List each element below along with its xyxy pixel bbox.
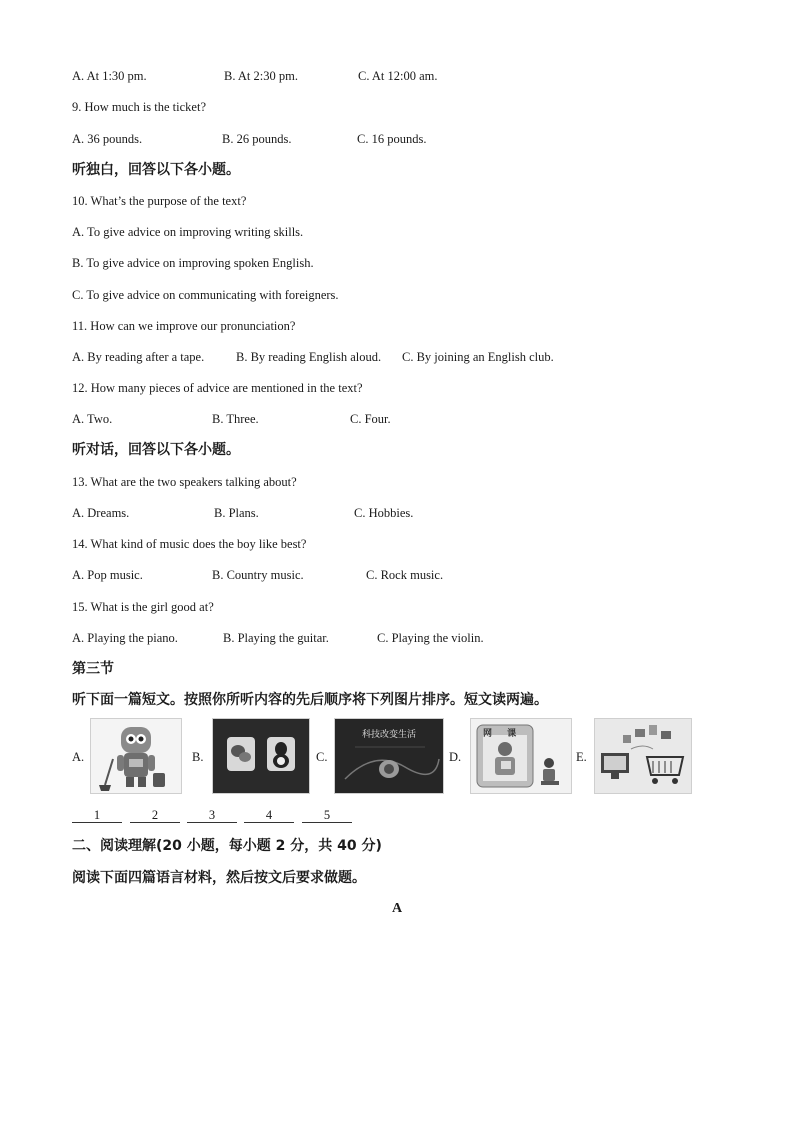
q8-option-a: A. At 1:30 pm. — [72, 69, 147, 83]
q12-text: 12. How many pieces of advice are mentioned in the text? — [72, 381, 363, 395]
q11-option-b: B. By reading English aloud. — [236, 350, 382, 364]
q9-text: 9. How much is the ticket? — [72, 100, 206, 114]
q13-option-b: B. Plans. — [214, 506, 259, 520]
passage-letter: A — [391, 901, 403, 916]
answer-blank-2[interactable]: 2 — [130, 808, 180, 823]
picture-row — [72, 718, 692, 798]
q11-text: 11. How can we improve our pronunciation? — [72, 319, 296, 333]
answer-blank-4[interactable]: 4 — [244, 808, 294, 823]
picture-d-sign: 网 课 — [483, 729, 523, 739]
q14-option-a: A. Pop music. — [72, 568, 143, 582]
picture-c-tech-poster — [334, 718, 444, 794]
q13-text: 13. What are the two speakers talking about? — [72, 475, 297, 489]
q15-option-a: A. Playing the piano. — [72, 631, 178, 645]
q14-text: 14. What kind of music does the boy like best? — [72, 537, 307, 551]
q11-option-a: A. By reading after a tape. — [72, 350, 205, 364]
q12-option-b: B. Three. — [212, 412, 259, 426]
q15-option-c: C. Playing the violin. — [377, 631, 484, 645]
section-dialogue-heading: 听对话，回答以下各小题。 — [72, 442, 240, 458]
picture-label-a: A. — [72, 750, 85, 764]
q10-text: 10. What’s the purpose of the text? — [72, 194, 247, 208]
picture-label-b: B. — [192, 750, 204, 764]
part2-title: 二、阅读理解(20 小题，每小题 2 分，共 40 分) — [72, 838, 382, 854]
picture-c-caption: 科技改变生活 — [361, 730, 416, 740]
q10-option-a: A. To give advice on improving writing skills. — [72, 225, 304, 239]
section-monologue-heading: 听独白，回答以下各小题。 — [72, 162, 240, 178]
picture-label-d: D. — [449, 750, 462, 764]
q14-option-c: C. Rock music. — [366, 568, 444, 582]
answer-blank-5[interactable]: 5 — [302, 808, 352, 823]
q10-option-c: C. To give advice on communicating with foreigners. — [72, 288, 339, 302]
q12-option-a: A. Two. — [72, 412, 113, 426]
q9-option-b: B. 26 pounds. — [222, 132, 292, 146]
answer-blank-3[interactable]: 3 — [187, 808, 237, 823]
picture-label-c: C. — [316, 750, 328, 764]
q9-option-a: A. 36 pounds. — [72, 132, 143, 146]
section3-instruction: 听下面一篇短文。按照你所听内容的先后顺序将下列图片排序。短文读两遍。 — [72, 692, 548, 708]
q15-option-b: B. Playing the guitar. — [223, 631, 329, 645]
q14-option-b: B. Country music. — [212, 568, 304, 582]
section3-title: 第三节 — [72, 661, 114, 677]
q13-option-a: A. Dreams. — [72, 506, 130, 520]
q12-option-c: C. Four. — [350, 412, 391, 426]
picture-label-e: E. — [576, 750, 587, 764]
part2-instruction: 阅读下面四篇语言材料，然后按文后要求做题。 — [72, 870, 366, 886]
answer-blank-1[interactable]: 1 — [72, 808, 122, 823]
picture-b-chat-apps — [212, 718, 310, 794]
q8-option-b: B. At 2:30 pm. — [224, 69, 298, 83]
picture-a-robot-cleaner — [90, 718, 182, 794]
q11-option-c: C. By joining an English club. — [402, 350, 554, 364]
q9-option-c: C. 16 pounds. — [357, 132, 427, 146]
q13-option-c: C. Hobbies. — [354, 506, 414, 520]
q10-option-b: B. To give advice on improving spoken English. — [72, 256, 314, 270]
picture-e-online-shopping — [594, 718, 692, 794]
q8-option-c: C. At 12:00 am. — [358, 69, 438, 83]
picture-d-online-class — [470, 718, 572, 794]
q15-text: 15. What is the girl good at? — [72, 600, 214, 614]
